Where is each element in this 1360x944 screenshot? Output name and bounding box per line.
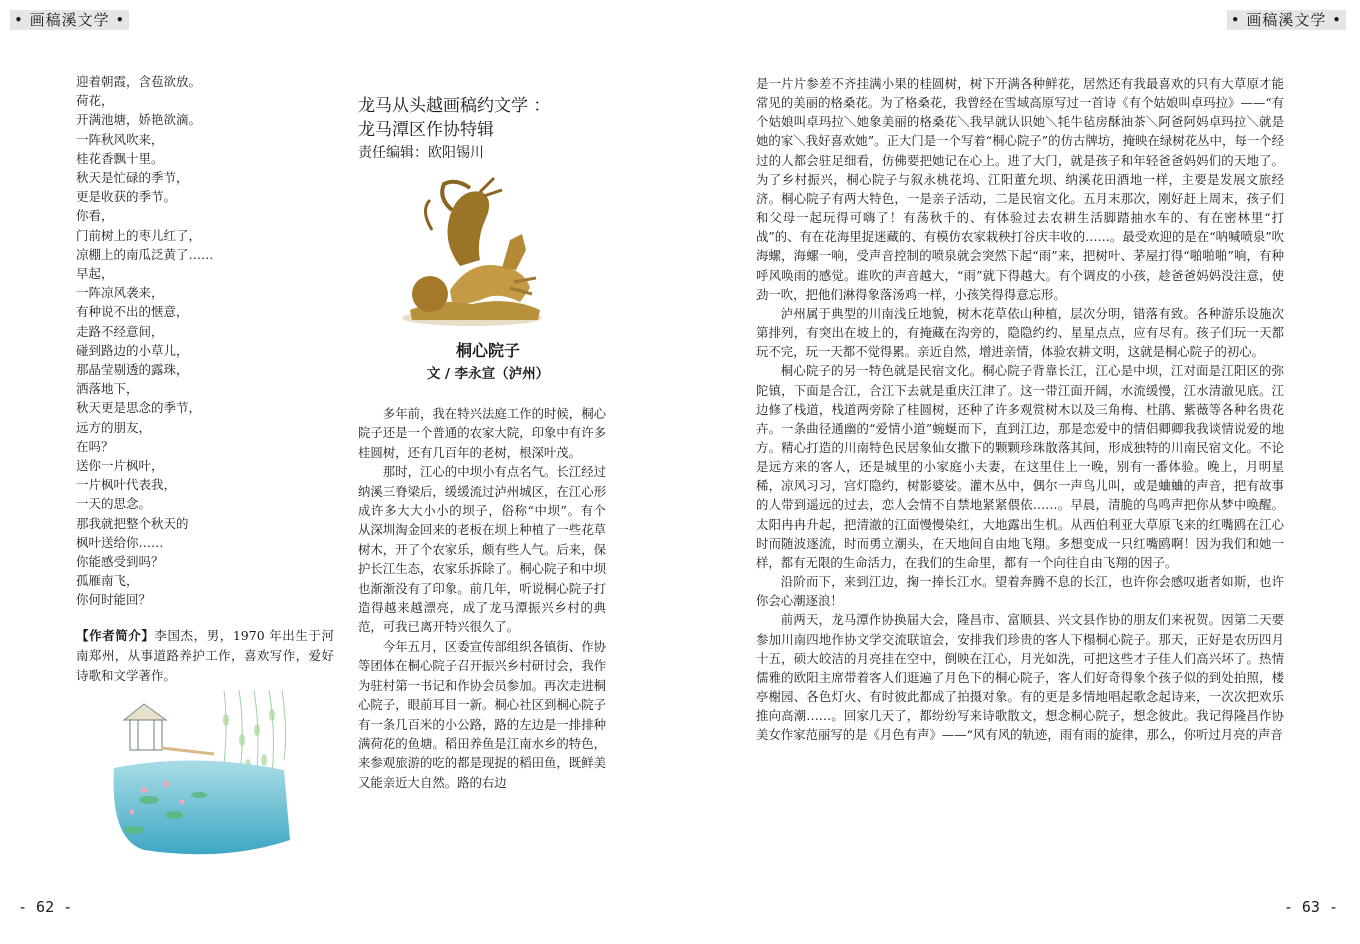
poem-line: 孤雁南飞， (76, 573, 139, 589)
poem-line: 你能感受到吗？ (76, 554, 164, 570)
poem-line: 更是收获的季节。 (76, 189, 177, 205)
article-paragraph: 沿阶而下，来到江边，掬一捧长江水。望着奔腾不息的长江，也许你会感叹逝者如斯，也许你会心潮逐浪！ (756, 574, 1284, 609)
poem-line: 开满池塘，娇艳欲滴。 (76, 112, 202, 128)
article-paragraph: 泸州属于典型的川南浅丘地貌，树木花草依山种植，层次分明，错落有致。各种游乐设施次第排列，有突出在坡上的，有掩藏在沟旁的，隐隐约约、星星点点，应有尽有。孩子们玩一天都玩不完，玩一天都不觉得累。亲近自然，增进亲情，体验农耕文明，这就是桐心院子的初心。 (756, 305, 1284, 360)
poem-line: 桂花香飘十里。 (76, 150, 164, 166)
poem-line: 秋天更是思念的季节， (76, 400, 202, 416)
magazine-header-right: • 画稿溪文学 • (1227, 10, 1346, 30)
poem-line: 门前树上的枣儿红了， (76, 227, 202, 243)
poem-line: 一天的思念。 (76, 496, 152, 512)
poem-line: 一阵秋风吹来， (76, 131, 164, 147)
page-number-left: - 62 - (18, 898, 73, 916)
article-paragraph: 多年前，我在特兴法庭工作的时候，桐心院子还是一个普通的农家大院，印象中有许多桂圆树，还有几百年的老树，根深叶茂。 (358, 406, 606, 460)
author-intro-text: 李国杰，男，1970 年出生于河南郑州，从事道路养护工作，喜欢写作，爱好诗歌和文学著作。 (76, 628, 334, 683)
bronze-dragon-horse-statue-image (390, 170, 554, 330)
column-title-line2: 龙马潭区作协特辑 (358, 120, 494, 140)
poem-line: 枫叶送给你…… (76, 534, 164, 550)
article-column-right (756, 74, 1284, 744)
article-paragraph: 那时，江心的中坝小有点名气。长江经过纳溪三脊梁后，缓缓流过泸州城区，在江心形成许多大大小小的坝子，俗称“中坝”。有个从深圳淘金回来的老板在坝上种植了一些花草树木，开了个农家乐，颇有些人气。后来，保护长江生态，农家乐拆除了。桐心院子和中坝也渐渐没有了印象。前几年，听说桐心院子打造得越来越漂亮，成了龙马潭振兴乡村的典范，可我已离开特兴很久了。 (358, 464, 606, 635)
poem-line: 你何时能回？ (76, 592, 152, 608)
magazine-header-left: • 画稿溪文学 • (10, 10, 129, 30)
poem-line: 有种说不出的惬意， (76, 304, 189, 320)
poem-line: 一片枫叶代表我， (76, 477, 177, 493)
poem-line: 秋天是忙碌的季节， (76, 170, 189, 186)
article-paragraph: 前两天，龙马潭作协换届大会，隆昌市、富顺县、兴文县作协的朋友们来祝贺。因第二天要参加川南四地作协文学交流联谊会，安排我们珍贵的客人下榻桐心院子。那天，正好是农历四月十五，硕大皎洁的月亮挂在空中，倒映在江心，月光如洗，可把这些才子佳人们高兴坏了。热情儒雅的欧阳主席带着客人们逛遍了月色下的桐心院子，客人们好奇得象个孩子似的到处拍照，楼亭榭园、各色灯火、有时彼此都成了拍摄对象。有的更是多情地唱起歌念起诗来，一次次把欢乐推向高潮……。回家几天了，都纷纷写来诗歌散文，想念桐心院子，想念彼此。我记得隆昌作协美女作家范丽写的是《月色有声》——“风有风的轨迹，雨有雨的旋律，那么，你听过月亮的声音 (756, 612, 1284, 743)
poem-line: 你看， (76, 208, 114, 224)
column-title-line1: 龙马从头越画稿约文学 ： (358, 96, 551, 116)
poem-line: 早起， (76, 266, 114, 282)
article-byline: 文 / 李永宣（泸州） (426, 366, 550, 382)
pavilion-lotus-pond-illustration (104, 690, 294, 860)
poem-line: 碰到路边的小草儿， (76, 342, 189, 358)
article-column-left (358, 404, 606, 792)
poem-line: 迎着朝霞，含苞欲放。 (76, 74, 202, 89)
author-intro-label: 【作者简介】 (76, 628, 155, 643)
poem-line: 在吗？ (76, 438, 114, 454)
article-paragraph: 是一片片参差不齐挂满小果的桂圆树，树下开满各种鲜花，居然还有我最喜欢的只有大草原才能常见的美丽的格桑花。为了格桑花，我曾经在雪域高原写过一首诗《有个姑娘叫卓玛拉》——“有个姑娘叫卓玛拉＼她象美丽的格桑花＼我早就认识她＼牦牛毡房酥油茶＼阿爸阿妈卓玛拉＼就是她的家＼我好喜欢她”。正大门是一个写着“桐心院子”的仿古牌坊，掩映在绿树花丛中，每一个经过的人都会驻足细看，仿佛要把她记在心上。进了大门，就是孩子和年轻爸爸妈妈们的天地了。为了乡村振兴，桐心院子与叙永桃花坞、江阳董允坝、纳溪花田酒地一样，主要是发展文旅经济。桐心院子有两大特色，一是亲子活动，二是民宿文化。五月末那次，刚好赶上周末，孩子们和父母一起玩得可嗨了！有荡秋千的、有体验过去农耕生活脚踏抽水车的、有在密林里“打战”的、有在花海里捉迷藏的、有模仿农家栽秧打谷庆丰收的……。最受欢迎的是在“呐喊喷泉”吹海螺，海螺一响，受声音控制的喷泉就会突然下起“雨”来，把树叶、茅屋打得“啪啪啪”响，有种呼风唤雨的感觉。谁吹的声音越大，“雨”就下得越大。有个调皮的小孩，趁爸爸妈妈没注意，使劲一吹，把他们淋得象落汤鸡一样，小孩笑得得意忘形。 (756, 76, 1284, 302)
author-intro (76, 626, 334, 686)
poem-line: 送你一片枫叶， (76, 458, 164, 474)
poem-line: 远方的朋友， (76, 419, 152, 435)
poem-line: 那晶莹剔透的露珠， (76, 362, 189, 378)
poem-line: 走路不经意间， (76, 323, 164, 339)
article-title: 桐心院子 (455, 341, 520, 360)
poem-line: 洒落地下， (76, 381, 139, 397)
editor-credit: 责任编辑：欧阳锡川 (358, 145, 484, 161)
column-header (358, 94, 618, 164)
poem-line: 那我就把整个秋天的 (76, 515, 189, 531)
article-paragraph: 今年五月，区委宣传部组织各镇街、作协等团体在桐心院子召开振兴乡村研讨会，我作为驻村第一书记和作协会员参加。再次走进桐心院子，眼前耳目一新。桐心社区到桐心院子有一条几百米的小公路，路的左边是一排排种满荷花的鱼塘。稻田养鱼是江南水乡的特色，来参观旅游的吃的都是现捉的稻田鱼，既鲜美又能亲近大自然。路的右边 (358, 638, 606, 790)
poem-line: 凉棚上的南瓜泛黄了…… (76, 246, 214, 262)
poem-line: 一阵凉风袭来， (76, 285, 164, 301)
poem-text (76, 72, 326, 610)
poem-line: 荷花， (76, 93, 114, 109)
article-paragraph: 桐心院子的另一特色就是民宿文化。桐心院子背靠长江，江心是中坝，江对面是江阳区的弥陀镇，下面是合江，合江下去就是重庆江津了。这一带江面开阔，水流缓慢，江水清澈见底。江边修了栈道，栈道两旁除了桂圆树，还种了许多观赏树木以及三角梅、杜鹃、紫薇等各种名贵花卉。一条曲径通幽的“爱情小道”蜿蜒而下，直到江边，那是恋爱中的情侣卿卿我我谈情说爱的地方。精心打造的川南特色民居象仙女撒下的颗颗珍珠散落其间，形成独特的川南民宿文化。不论是远方来的客人，还是城里的小家庭小夫妻，在这里住上一晚，别有一番体验。晚上，月明星稀，凉风习习，宫灯隐约，树影婆娑。灌木丛中，偶尔一声鸟儿叫，或是蛐蛐的声音，把有故事的人带到遥远的过去，恋人会情不自禁地紧紧偎依……。早晨，清脆的鸟鸣声把你从梦中唤醒。太阳冉冉升起，把清澈的江面慢慢染红，大地露出生机。从西伯利亚大草原飞来的红嘴鸥在江心时而随波逐流，时而勇立潮头，在天地间自由地飞翔。多想变成一只红嘴鸥啊！因为我们和她一样，都有无限的生命活力，在我们的生命里，都有一个向往自由飞翔的因子。 (756, 363, 1284, 570)
page-number-right: - 63 - (1283, 898, 1338, 916)
